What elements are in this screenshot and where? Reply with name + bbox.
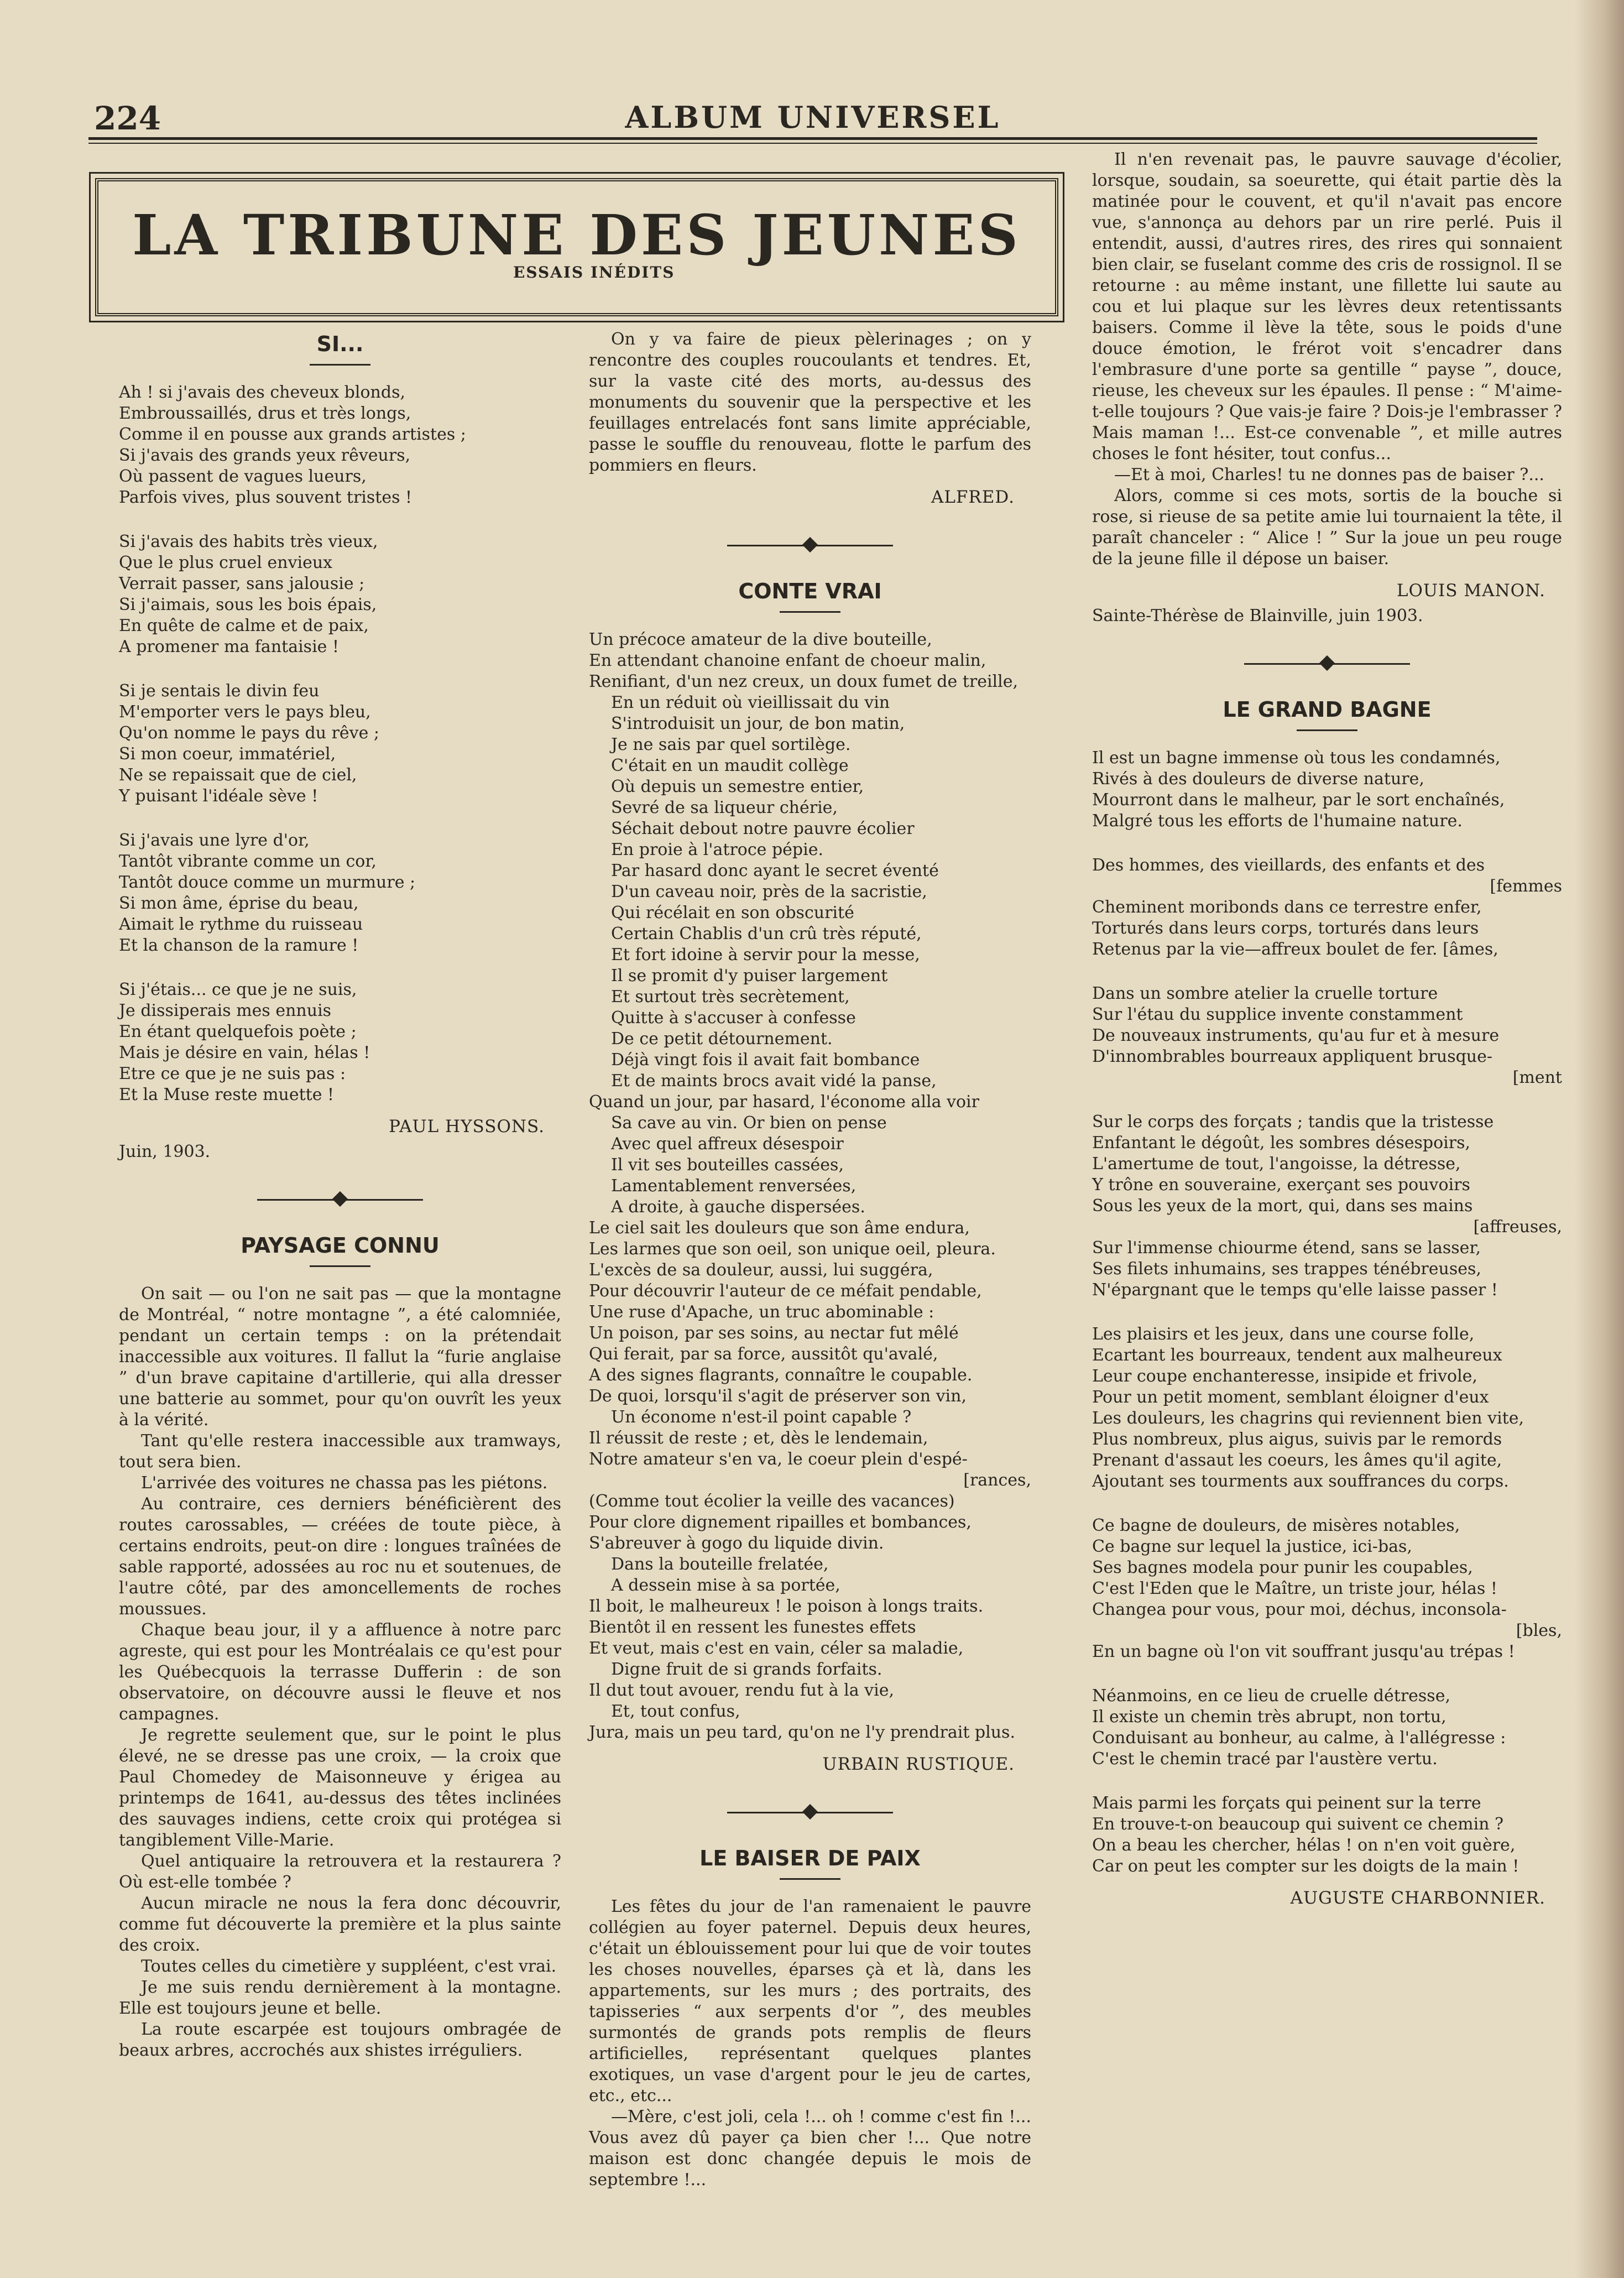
verse-line: Quitte à s'accuser à confesse <box>611 1008 856 1028</box>
poem-si <box>119 382 561 1106</box>
verse-line: Où depuis un semestre entier, <box>611 777 864 796</box>
verse-line: Mais je désire en vain, hélas ! <box>119 1043 370 1062</box>
verse-line: D'innombrables bourreaux appliquent brusque- <box>1092 1047 1492 1066</box>
title-underline <box>1297 729 1357 731</box>
verse-line: Changea pour vous, pour moi, déchus, inconsola- <box>1092 1600 1507 1619</box>
header-rule-thin <box>88 143 1537 144</box>
verse-line: Je ne sais par quel sortilège. <box>611 735 851 754</box>
stanza-gap <box>1092 832 1562 855</box>
stanza-gap <box>119 658 561 681</box>
stanza-gap <box>119 807 561 830</box>
stanza-gap <box>119 956 561 979</box>
verse-line: Il est un bagne immense où tous les condamnés, <box>1092 748 1501 768</box>
verse-line: Parfois vives, plus souvent tristes ! <box>119 488 412 507</box>
verse-line: Et la Muse reste muette ! <box>119 1085 335 1104</box>
verse-line: Il vit ses bouteilles cassées, <box>611 1155 844 1175</box>
poem-bagne <box>1092 748 1562 1877</box>
verse-line: Plus nombreux, plus aigus, suivis par le remords <box>1092 1430 1502 1449</box>
verse-line: En étant quelquefois poète ; <box>119 1022 357 1041</box>
verse-line: Mais parmi les forçats qui peinent sur la terre <box>1092 1794 1481 1813</box>
author-paysage: ALFRED. <box>931 487 1015 507</box>
paragraph: On y va faire de pieux pèlerinages ; on y rencontre des couples roucoulants et tendres. Et, sur la vaste cité des morts, au-dessus des monuments du souvenir que la perspective et les feuillages entrelacés font sans limite appréciable, passe le souffle du renouveau, flotte le parfum des pommiers en fleurs. <box>589 330 1031 475</box>
verse-line: Sur l'immense chiourme étend, sans se lasser, <box>1092 1238 1481 1258</box>
verse-line: Séchait debout notre pauvre écolier <box>611 819 915 838</box>
verse-line: Notre amateur s'en va, le coeur plein d'espé- <box>589 1450 968 1469</box>
paragraph: Je me suis rendu dernièrement à la montagne. Elle est toujours jeune et belle. <box>119 1978 561 2018</box>
verse-line: Lamentablement renversées, <box>611 1176 857 1196</box>
verse-line: Il existe un chemin très abrupt, non tortu, <box>1092 1707 1447 1727</box>
verse-line: En un réduit où vieillissait du vin <box>611 693 890 712</box>
verse-line: Néanmoins, en ce lieu de cruelle détresse, <box>1092 1686 1450 1706</box>
banner-subtitle: ESSAIS INÉDITS <box>513 263 675 282</box>
article-baiser-part2 <box>1092 149 1562 570</box>
verse-line: Ajoutant ses tourments aux souffrances du corps. <box>1092 1472 1509 1491</box>
verse-line: Bientôt il en ressent les funestes effets <box>589 1618 916 1637</box>
paragraph: Les fêtes du jour de l'an ramenaient le pauvre collégien au foyer paternel. Depuis deux heures, c'était un éblouissement pour lui que de voir toutes les choses nouvelles, éparses çà et là, dans les appartements, sur les murs ; des portraits, des tapisseries “ aux serpents d'or ”, des meubles surmontés de grands pots remplis de fleurs artificielles, représentant quelques plantes exotiques, un vase d'argent pour le jeu de cartes, etc., etc... <box>589 1897 1031 2105</box>
verse-line: Qu'on nomme le pays du rêve ; <box>119 723 380 743</box>
verse-line: En quête de calme et de paix, <box>119 616 369 635</box>
verse-line: Un précoce amateur de la dive bouteille, <box>589 630 932 649</box>
verse-line: Il se promit d'y puiser largement <box>611 966 888 986</box>
verse-line: Pour clore dignement ripailles et bombances, <box>589 1513 972 1532</box>
verse-line: S'introduisit un jour, de bon matin, <box>611 714 905 733</box>
verse-line: A des signes flagrants, connaître le coupable. <box>589 1365 973 1385</box>
verse-line: A dessein mise à sa portée, <box>611 1576 840 1595</box>
verse-line: Si mon âme, éprise du beau, <box>119 894 359 913</box>
title-underline <box>780 611 840 613</box>
verse-line: M'emporter vers le pays bleu, <box>119 702 371 722</box>
verse-line: Et la chanson de la ramure ! <box>119 936 359 955</box>
date-baiser: Sainte-Thérèse de Blainville, juin 1903. <box>1092 606 1423 625</box>
author-conte: URBAIN RUSTIQUE. <box>822 1754 1015 1774</box>
paragraph: Toutes celles du cimetière y suppléent, c'est vrai. <box>141 1957 557 1976</box>
verse-line: S'abreuver à gogo du liquide divin. <box>589 1534 884 1553</box>
column-1 <box>119 332 561 2061</box>
stanza-gap <box>1092 1301 1562 1324</box>
paragraph: La route escarpée est toujours ombragée de beaux arbres, accrochés aux shistes irréguliers. <box>119 2020 561 2060</box>
verse-line: Certain Chablis d'un crû très réputé, <box>611 924 922 943</box>
verse-line: Je dissiperais mes ennuis <box>119 1001 332 1020</box>
stanza-gap <box>1092 1088 1562 1112</box>
verse-line: Et fort idoine à servir pour la messe, <box>611 945 920 965</box>
verse-line: En trouve-t-on beaucoup qui suivent ce chemin ? <box>1092 1815 1504 1834</box>
paragraph: —Mère, c'est joli, cela !... oh ! comme c'est fin !... Vous avez dû payer ça bien cher !... Que notre maison est donc changée depuis le mois de septembre !... <box>589 2107 1031 2190</box>
verse-line: Cheminent moribonds dans ce terrestre enfer, <box>1092 898 1482 917</box>
verse-line: De nouveaux instruments, qu'au fur et à mesure <box>1092 1026 1500 1045</box>
title-underline <box>780 1878 840 1880</box>
ornament-divider <box>727 535 893 557</box>
verse-line: Enfantant le dégoût, les sombres désespoirs, <box>1092 1133 1470 1153</box>
paragraph: Aucun miracle ne nous la fera donc découvrir, comme fut découverte la première et la plus sainte des croix. <box>119 1894 561 1955</box>
verse-line: Aimait le rythme du ruisseau <box>119 915 363 934</box>
verse-line: Des hommes, des vieillards, des enfants et des <box>1092 856 1485 875</box>
verse-line: Car on peut les compter sur les doigts de la main ! <box>1092 1857 1519 1876</box>
verse-line: C'est le chemin tracé par l'austère vertu. <box>1092 1749 1438 1769</box>
verse-line: [femmes <box>1490 877 1562 896</box>
verse-line: A promener ma fantaisie ! <box>119 637 340 656</box>
title-underline <box>310 1265 370 1267</box>
verse-line: (Comme tout écolier la veille des vacances) <box>589 1492 955 1511</box>
column-2 <box>589 329 1031 2191</box>
verse-line: Ne se repaissait que de ciel, <box>119 765 357 785</box>
verse-line: Tantôt douce comme un murmure ; <box>119 873 416 892</box>
verse-line: Et de maints brocs avait vidé la panse, <box>611 1071 937 1091</box>
verse-line: Ce bagne sur lequel la justice, ici-bas, <box>1092 1537 1412 1556</box>
page-number: 224 <box>94 100 161 137</box>
verse-line: Si j'étais... ce que je ne suis, <box>119 980 357 999</box>
verse-line: Pour découvrir l'auteur de ce méfait pendable, <box>589 1281 982 1301</box>
verse-line: Sur le corps des forçats ; tandis que la tristesse <box>1092 1112 1494 1132</box>
verse-line: A droite, à gauche dispersées. <box>611 1197 865 1217</box>
paragraph: Tant qu'elle restera inaccessible aux tramways, tout sera bien. <box>119 1431 561 1472</box>
verse-line: Etre ce que je ne suis pas : <box>119 1064 346 1083</box>
stanza-gap <box>1092 960 1562 983</box>
verse-line: Digne fruit de si grands forfaits. <box>611 1660 883 1679</box>
verse-line: Dans la bouteille frelatée, <box>611 1555 829 1574</box>
verse-line: En proie à l'atroce pépie. <box>611 840 823 859</box>
verse-line: Sur l'étau du supplice invente constamment <box>1092 1005 1463 1024</box>
verse-line: Si je sentais le divin feu <box>119 681 320 701</box>
paragraph: L'arrivée des voitures ne chassa pas les piétons. <box>141 1473 548 1493</box>
verse-line: D'un caveau noir, près de la sacristie, <box>611 882 927 901</box>
verse-line: Que le plus cruel envieux <box>119 553 333 572</box>
paragraph: Alors, comme si ces mots, sortis de la bouche si rose, si rieuse de sa petite amie lui tournaient la tête, il paraît chanceler : “ Alice ! ” Sur la joue un peu rouge de la jeune fille il dépose un baiser. <box>1092 486 1562 569</box>
column-3 <box>1092 149 1562 1914</box>
paragraph: —Et à moi, Charles! tu ne donnes pas de baiser ?... <box>1114 465 1544 484</box>
verse-line: Un économe n'est-il point capable ? <box>611 1408 912 1427</box>
verse-line: Il boit, le malheureux ! le poison à longs traits. <box>589 1597 984 1616</box>
verse-line: Quand un jour, par hasard, l'économe alla voir <box>589 1092 979 1112</box>
date-si: Juin, 1903. <box>119 1142 211 1161</box>
article-baiser-part1 <box>589 1896 1031 2191</box>
ornament-divider <box>1244 653 1410 675</box>
verse-line: Où passent de vagues lueurs, <box>119 467 367 486</box>
stanza-gap <box>1092 1662 1562 1686</box>
verse-line: Si mon coeur, immatériel, <box>119 744 336 764</box>
paragraph: On sait — ou l'on ne sait pas — que la montagne de Montréal, “ notre montagne ”, a été calomniée, pendant un certain temps : on la prétendait inaccessible aux voitures. Il fallut la “furie anglaise ” d'un brave capitaine d'artillerie, qui alla dresser une batterie au sommet, pour qu'on ouvrît les yeux à la vérité. <box>119 1284 561 1430</box>
verse-line: De ce petit détournement. <box>611 1029 833 1049</box>
author-bagne: AUGUSTE CHARBONNIER. <box>1290 1888 1545 1908</box>
verse-line: Un poison, par ses soins, au nectar fut mêlé <box>589 1323 959 1343</box>
verse-line: Si j'avais des grands yeux rêveurs, <box>119 446 411 465</box>
stanza-gap <box>119 508 561 531</box>
verse-line: Et, tout confus, <box>611 1702 740 1721</box>
author-baiser: LOUIS MANON. <box>1396 581 1545 601</box>
verse-line: Si j'avais une lyre d'or, <box>119 831 310 850</box>
verse-line: Déjà vingt fois il avait fait bombance <box>611 1050 920 1070</box>
verse-line: Sa cave au vin. Or bien on pense <box>611 1113 887 1133</box>
verse-line: Si j'avais des habits très vieux, <box>119 532 378 551</box>
verse-line: Rivés à des douleurs de diverse nature, <box>1092 769 1424 789</box>
verse-line: Et surtout très secrètement, <box>611 987 850 1007</box>
article-title-baiser: LE BAISER DE PAIX <box>699 1846 921 1870</box>
verse-line: Par hasard donc ayant le secret éventé <box>611 861 939 880</box>
verse-line: C'était en un maudit collège <box>611 756 849 775</box>
verse-line: Les plaisirs et les jeux, dans une course folle, <box>1092 1325 1475 1344</box>
stanza-gap <box>1092 1770 1562 1793</box>
poem-conte <box>589 629 1031 1743</box>
stanza-gap <box>1092 1492 1562 1515</box>
verse-line: Malgré tous les efforts de l'humaine nature. <box>1092 811 1463 831</box>
verse-line: [affreuses, <box>1473 1217 1562 1237</box>
verse-line: Il dut tout avouer, rendu fut à la vie, <box>589 1681 894 1700</box>
verse-line: Une ruse d'Apache, un truc abominable : <box>589 1302 934 1322</box>
article-paysage-part2 <box>589 329 1031 476</box>
section-banner <box>95 178 1058 316</box>
verse-line: Ses bagnes modela pour punir les coupables, <box>1092 1558 1473 1577</box>
verse-line: Sous les yeux de la mort, qui, dans ses mains <box>1092 1196 1473 1216</box>
verse-line: Si j'aimais, sous les bois épais, <box>119 595 377 614</box>
verse-line: Comme il en pousse aux grands artistes ; <box>119 425 466 444</box>
verse-line: Mourront dans le malheur, par le sort enchaînés, <box>1092 790 1505 810</box>
verse-line: [rances, <box>963 1471 1031 1490</box>
verse-line: Y trône en souveraine, exerçant ses pouvoirs <box>1092 1175 1470 1195</box>
verse-line: On a beau les chercher, hélas ! on n'en voit guère, <box>1092 1836 1516 1855</box>
verse-line: En un bagne où l'on vit souffrant jusqu'au trépas ! <box>1092 1642 1515 1661</box>
verse-line: N'épargnant que le temps qu'elle laisse passer ! <box>1092 1280 1498 1300</box>
title-underline <box>310 364 370 366</box>
verse-line: Et veut, mais c'est en vain, céler sa maladie, <box>589 1639 964 1658</box>
verse-line: Le ciel sait les douleurs que son âme endura, <box>589 1218 970 1238</box>
paragraph: Chaque beau jour, il y a affluence à notre parc agreste, qui est pour les Montréalais ce qu'est pour les Québecquois la terrasse Dufferin : de son observatoire, on découvre aussi le fleuve et nos campagnes. <box>119 1620 561 1724</box>
ornament-divider <box>727 1802 893 1824</box>
verse-line: Leur coupe enchanteresse, insipide et frivole, <box>1092 1367 1477 1386</box>
verse-line: Retenus par la vie—affreux boulet de fer. [âmes, <box>1092 940 1498 959</box>
verse-line: [bles, <box>1516 1621 1562 1640</box>
verse-line: Renifiant, d'un nez creux, un doux fumet de treille, <box>589 672 1019 691</box>
verse-line: Les larmes que son oeil, son unique oeil, pleura. <box>589 1239 996 1259</box>
verse-line: Qui récélait en son obscurité <box>611 903 854 922</box>
verse-line: Il réussit de reste ; et, dès le lendemain, <box>589 1429 928 1448</box>
page-edge-shadow <box>1574 0 1624 2278</box>
verse-line: Ce bagne de douleurs, de misères notables, <box>1092 1516 1460 1535</box>
article-paysage-part1 <box>119 1284 561 2061</box>
verse-line: Verrait passer, sans jalousie ; <box>119 574 365 593</box>
banner-title: LA TRIBUNE DES JEUNES <box>132 202 1021 268</box>
verse-line: Dans un sombre atelier la cruelle torture <box>1092 984 1438 1003</box>
verse-line: Jura, mais un peu tard, qu'on ne l'y prendrait plus. <box>589 1723 1015 1742</box>
verse-line: L'excès de sa douleur, aussi, lui suggéra, <box>589 1260 933 1280</box>
poem-title-bagne: LE GRAND BAGNE <box>1223 697 1432 722</box>
verse-line: C'est l'Eden que le Maître, un triste jour, hélas ! <box>1092 1579 1497 1598</box>
verse-line: En attendant chanoine enfant de choeur malin, <box>589 651 986 670</box>
verse-line: Ah ! si j'avais des cheveux blonds, <box>119 383 405 402</box>
poem-title-si: SI... <box>316 332 364 356</box>
ornament-divider <box>257 1189 423 1211</box>
verse-line: Torturés dans leurs corps, torturés dans leurs <box>1092 919 1479 938</box>
verse-line: Embroussaillés, drus et très longs, <box>119 404 411 423</box>
poem-title-conte: CONTE VRAI <box>738 579 882 603</box>
paragraph: Quel antiquaire la retrouvera et la restaurera ? Où est-elle tombée ? <box>119 1852 561 1892</box>
verse-line: Pour un petit moment, semblant éloigner d'eux <box>1092 1388 1489 1407</box>
verse-line: Ecartant les bourreaux, tendent aux malheureux <box>1092 1346 1502 1365</box>
page-header <box>88 94 1537 144</box>
verse-line: Prenant d'assaut les coeurs, les âmes qu'il agite, <box>1092 1451 1502 1470</box>
verse-line: Ses filets inhumains, ses trappes ténébreuses, <box>1092 1259 1481 1279</box>
verse-line: Les douleurs, les chagrins qui reviennent bien vite, <box>1092 1409 1524 1428</box>
author-si: PAUL HYSSONS. <box>389 1117 545 1137</box>
verse-line: Tantôt vibrante comme un cor, <box>119 852 377 871</box>
paragraph: Au contraire, ces derniers bénéficièrent des routes carossables, — créées de toute pièce, à certains endroits, peut-on dire : longues traînées de sable rapporté, adossées au roc nu et soutenues, de l'autre côté, par des amoncellements de roches moussues. <box>119 1494 561 1619</box>
paragraph: Je regrette seulement que, sur le point le plus élevé, ne se dresse pas une croix, — la croix que Paul Chomedey de Maisonneuve y érigea au printemps de 1641, au-dessus des têtes inclinées des sauvages indiens, cette croix qui protégea si tangiblement Ville-Marie. <box>119 1726 561 1850</box>
header-rule <box>88 137 1537 140</box>
verse-line: De quoi, lorsqu'il s'agit de préserver son vin, <box>589 1386 967 1406</box>
verse-line: Y puisant l'idéale sève ! <box>119 786 318 806</box>
running-title: ALBUM UNIVERSEL <box>625 100 1001 135</box>
verse-line: Sevré de sa liqueur chérie, <box>611 798 838 817</box>
paragraph: Il n'en revenait pas, le pauvre sauvage d'écolier, lorsque, soudain, sa soeurette, qui était partie dès la matinée pour le couvent, et qu'il n'avait pas encore vue, s'annonça au dehors par un rire perlé. Puis il entendit, aussi, d'autres rires, des rires qui sonnaient bien clair, se fuselant comme des cris de rossignol. Il se retourne : au même instant, une fillette lui saute au cou et lui plaque sur les lèvres deux retentissants baisers. Comme il lève la tête, sous le poids d'une douce émotion, le frérot voit s'encadrer dans l'embrasure d'une porte sa gentille “ payse ”, douce, rieuse, les cheveux sur les épaules. Il pense : “ M'aime-t-elle toujours ? Que vais-je faire ? Dois-je l'embrasser ? Mais maman !... Est-ce convenable ”, et mille autres choses le font hésiter, tout confus... <box>1092 150 1562 463</box>
verse-line: [ment <box>1512 1068 1562 1087</box>
verse-line: Conduisant au bonheur, au calme, à l'allégresse : <box>1092 1728 1506 1748</box>
verse-line: Qui ferait, par sa force, aussitôt qu'avalé, <box>589 1344 938 1364</box>
verse-line: L'amertume de tout, l'angoisse, la détresse, <box>1092 1154 1461 1174</box>
verse-line: Avec quel affreux désespoir <box>611 1134 844 1154</box>
article-title-paysage: PAYSAGE CONNU <box>241 1233 440 1258</box>
